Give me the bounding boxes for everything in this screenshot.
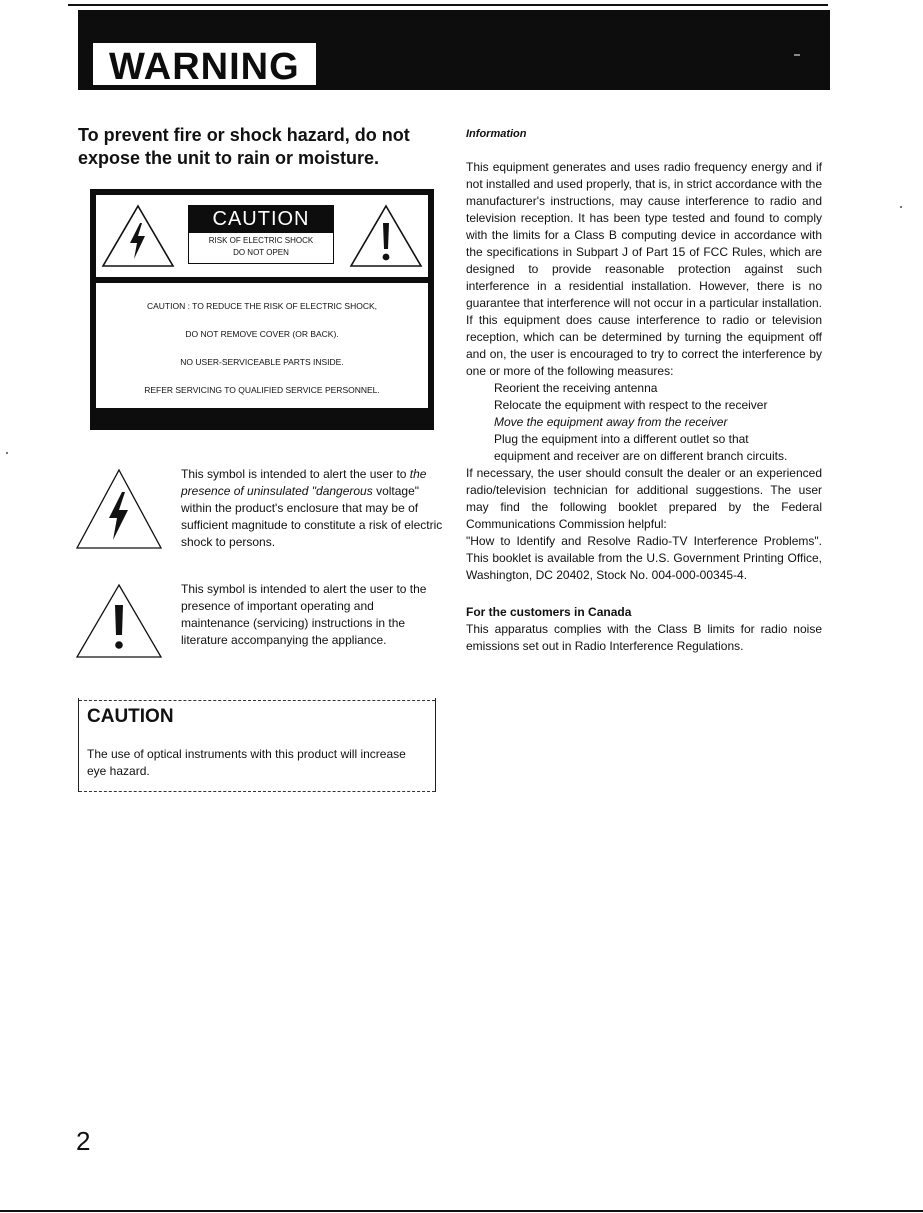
exclamation-triangle-icon: [74, 581, 164, 661]
optical-caution-panel: [78, 698, 436, 792]
caution-line-3: NO USER-SERVICEABLE PARTS INSIDE.: [180, 357, 344, 367]
caution-label-title: CAUTION: [188, 205, 334, 233]
information-heading: Information: [466, 128, 527, 140]
caution-line-1: CAUTION : TO REDUCE THE RISK OF ELECTRIC SHOCK,: [146, 301, 377, 311]
page-number: 2: [76, 1126, 91, 1156]
canada-heading: For the customers in Canada: [466, 605, 632, 619]
banner-mark: [794, 54, 800, 56]
hazard-headline: To prevent fire or shock hazard, do not expose the unit to rain or moisture.: [78, 125, 410, 168]
information-paragraph-1: This equipment generates and uses radio frequency energy and if not installed and used properly, that is, in strict accordance with the manufacturer's instructions, may cause interference to radio and television reception. It has been type tested and found to comply with the limits for a Class B computing device in accordance with the specifications in Subpart J of Part 15 of FCC Rules, which are designed to provide reasonable protection against such interference in a residential installation. However, there is no guarantee that interference will not occur in a particular installation. If this equipment does cause interference to radio or television reception, which can be determined by turning the equipment off and on, the user is encouraged to try to correct the interference by one or more of the following measures:: [466, 160, 822, 378]
risk-line-1: RISK OF ELECTRIC SHOCK: [208, 236, 314, 245]
optical-caution-text: The use of optical instruments with this product will increase eye hazard.: [87, 747, 406, 778]
caution-label-risk: [188, 233, 334, 264]
symbol-text-lightning: [181, 466, 443, 551]
interference-measures-list: [466, 380, 822, 465]
caution-label-instructions: [96, 283, 428, 408]
symbol-text-italic: the presence of uninsulated "dangerous: [181, 467, 427, 498]
lightning-triangle-icon: [74, 466, 164, 552]
symbol-text-part: This symbol is intended to alert the user to: [181, 467, 410, 481]
list-item: Move the equipment away from the receiver: [494, 415, 728, 429]
caution-label-top: [96, 195, 428, 277]
symbol-explanation-lightning: [74, 466, 444, 556]
information-paragraph-2: If necessary, the user should consult the dealer or an experienced radio/television technician for additional suggestions. The user may find the following booklet prepared by the Federal Communications Commission helpful:: [466, 466, 822, 531]
information-paragraph-3: "How to Identify and Resolve Radio-TV Interference Problems". This booklet is available from the U.S. Government Printing Office, Washington, DC 20402, Stock No. 004-000-00345-4.: [466, 534, 822, 582]
risk-line-2: DO NOT OPEN: [233, 248, 289, 257]
bottom-rule: [0, 1210, 923, 1212]
symbol-text-exclamation: This symbol is intended to alert the user to the presence of important operating and maintenance (servicing) instructions in the literature accompanying the appliance.: [181, 582, 427, 647]
caution-line-4: REFER SERVICING TO QUALIFIED SERVICE PERSONNEL.: [144, 385, 380, 395]
warning-banner: [78, 10, 830, 90]
fcc-information-column: [466, 126, 822, 655]
lightning-triangle-icon: [100, 203, 176, 269]
panel-border-bottom: [79, 791, 435, 792]
margin-speck: [900, 206, 902, 208]
list-item: Relocate the equipment with respect to the receiver: [494, 398, 768, 412]
list-item: Reorient the receiving antenna: [494, 381, 658, 395]
symbol-text-part: voltage" within the product's enclosure that may be of sufficient magnitude to constitute a risk of electric shock to persons.: [181, 484, 443, 549]
top-rule: [68, 4, 828, 6]
canada-text: This apparatus complies with the Class B limits for radio noise emissions set out in Radio Interference Regulations.: [466, 622, 822, 653]
caution-label-box: [90, 189, 434, 430]
symbol-explanation-exclamation: [74, 581, 444, 661]
margin-speck: [6, 452, 8, 454]
exclamation-triangle-icon: [348, 203, 424, 269]
optical-caution-title: CAUTION: [87, 706, 174, 727]
caution-line-2: DO NOT REMOVE COVER (OR BACK).: [185, 329, 339, 339]
caution-label-center: [188, 205, 334, 275]
list-item: Plug the equipment into a different outlet so that equipment and receiver are on different branch circuits.: [494, 432, 788, 463]
panel-border-top: [79, 700, 435, 701]
warning-label: WARNING: [90, 40, 319, 88]
